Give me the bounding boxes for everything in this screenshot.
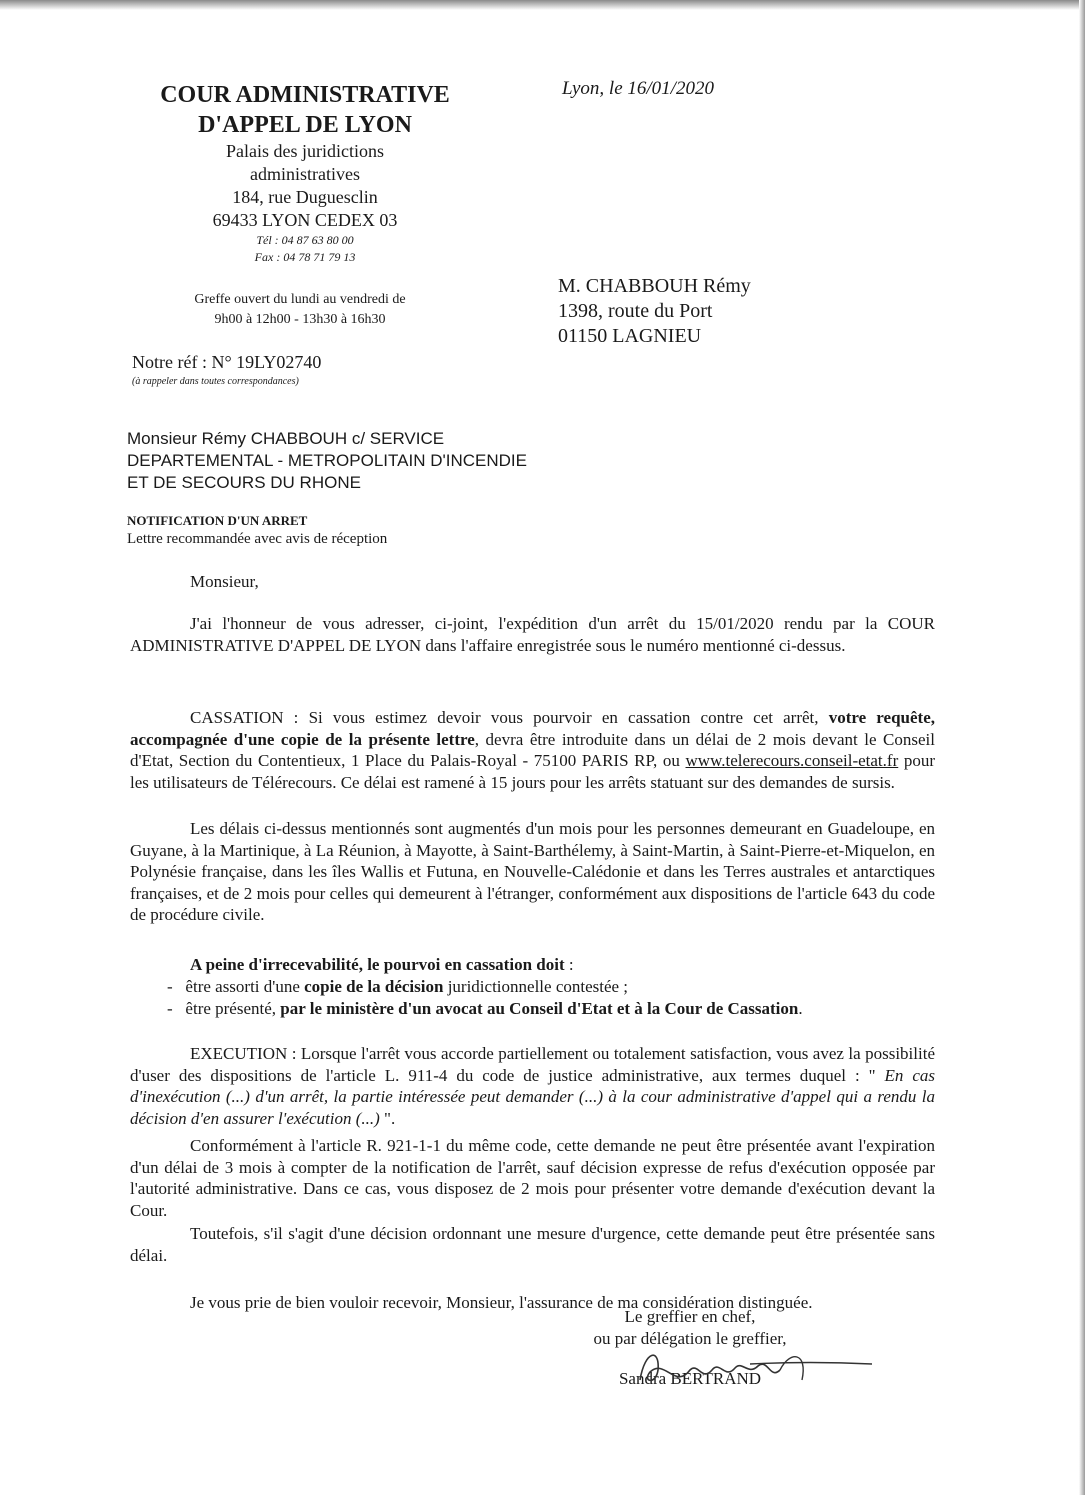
paragraph-text: Conformément à l'article R. 921-1-1 du même code, cette demande ne peut être présentée avant l'expiration d'un délai de 3 mois à compter de la notification de l'arrêt, sauf décision expresse de refus d'exécution opposée par l'autorité administrative. Dans ce cas, vous disposez de 2 mois pour présenter votre demande d'exécution devant la Cour. xyxy=(130,1136,935,1220)
paragraph-cassation xyxy=(130,707,935,793)
list-item-text: être présenté, xyxy=(185,999,281,1018)
reference-note: (à rappeler dans toutes correspondances) xyxy=(132,376,299,387)
emphasis-text: votre requête, accompagnée d'une copie de la présente lettre xyxy=(130,708,935,749)
recipient-address xyxy=(558,274,751,349)
case-parties-line: Monsieur Rémy CHABBOUH c/ SERVICE xyxy=(127,429,445,448)
handwritten-signature xyxy=(630,1340,880,1400)
signature-delegation: ou par délégation le greffier, xyxy=(593,1329,787,1348)
paragraph-text: CASSATION : Si vous estimez devoir vous pourvoir en cassation contre cet arrêt, xyxy=(190,708,829,727)
scan-border-top xyxy=(0,0,1085,10)
paragraph-execution xyxy=(130,1043,935,1129)
recipient-name: M. CHABBOUH Rémy xyxy=(558,275,751,297)
recipient-street: 1398, route du Port xyxy=(558,300,713,322)
paragraph-urgency xyxy=(130,1223,935,1266)
article-quote: En cas d'inexécution (...) d'un arrêt, la partie intéressée peut demander (...) à la cour administrative d'appel qui a rendu la décision d'en assurer l'exécution (...) xyxy=(130,1065,935,1128)
list-item-emphasis: copie de la décision xyxy=(304,977,444,996)
paragraph-notification xyxy=(130,613,935,656)
warning-title-end: : xyxy=(564,955,574,974)
requirements-list xyxy=(167,976,803,1020)
court-address-line: 69433 LYON CEDEX 03 xyxy=(212,210,398,230)
paragraph-text: Les délais ci-dessus mentionnés sont augmentés d'un mois pour les personnes demeurant en Guadeloupe, en Guyane, à la Martinique, à La Réunion, à Mayotte, à Saint-Barthélemy, à Saint-Martin, à Saint-Pierre-et-Miquelon, en Polynésie française, dans les îles Wallis et Futuna, en Nouvelle-Calédonie et dans les Terres australes et antarctiques françaises, et de 2 mois pour celles qui demeurent à l'étranger, conformément aux dispositions de l'article 643 du code de procédure civile. xyxy=(130,819,935,924)
signatory-name: Sandra BERTRAND xyxy=(618,1369,762,1388)
paragraph-text: EXECUTION : Lorsque l'arrêt vous accorde partiellement ou totalement satisfaction, vous avez la possibilité d'user des dispositions de l'article L. 911-4 du code de justice administrative, aux termes duquel : " xyxy=(130,1044,935,1085)
paragraph-text: Toutefois, s'il s'agit d'une décision ordonnant une mesure d'urgence, cette demande peut être présentée sans délai. xyxy=(130,1224,935,1265)
case-parties-line: DEPARTEMENTAL - METROPOLITAIN D'INCENDIE xyxy=(127,451,527,470)
paragraph-article xyxy=(130,1135,935,1221)
notification-title: NOTIFICATION D'UN ARRET xyxy=(127,513,308,528)
court-name-line2: D'APPEL DE LYON xyxy=(198,112,412,138)
list-item-text: juridictionnelle contestée ; xyxy=(443,977,629,996)
paragraph-text: J'ai l'honneur de vous adresser, ci-joint, l'expédition d'un arrêt du 15/01/2020 rendu par la COUR ADMINISTRATIVE D'APPEL DE LYON dans l'affaire enregistrée sous le numéro mentionné ci-dessus. xyxy=(130,614,935,655)
case-parties-line: ET DE SECOURS DU RHONE xyxy=(127,473,361,492)
court-phone: Tél : 04 87 63 80 00 xyxy=(256,233,354,247)
court-name-line1: COUR ADMINISTRATIVE xyxy=(160,82,450,108)
list-item: - être présenté, par le ministère d'un avocat au Conseil d'Etat et à la Cour de Cassation. xyxy=(167,999,803,1018)
list-item: - être assorti d'une copie de la décision juridictionnelle contestée ; xyxy=(167,977,629,996)
notification-subtitle: Lettre recommandée avec avis de réception xyxy=(127,531,388,547)
office-hours-line: Greffe ouvert du lundi au vendredi de xyxy=(194,292,406,307)
signature-title: Le greffier en chef, xyxy=(624,1307,756,1326)
letter-date: Lyon, le 16/01/2020 xyxy=(562,78,714,99)
paragraph-text: ". xyxy=(379,1108,396,1128)
telerecours-link[interactable]: www.telerecours.conseil-etat.fr xyxy=(685,751,899,770)
reference-number: Notre réf : N° 19LY02740 xyxy=(132,352,322,372)
warning-heading xyxy=(130,954,935,976)
salutation: Monsieur, xyxy=(190,572,259,591)
paragraph-text: , devra être introduite dans un délai de 2 mois devant le Conseil d'Etat, Section du Contentieux, 1 Place du Palais-Royal - 75100 PARIS RP, ou xyxy=(130,729,935,770)
court-letterhead xyxy=(120,80,490,266)
court-address-line: 184, rue Duguesclin xyxy=(232,187,378,207)
court-fax: Fax : 04 78 71 79 13 xyxy=(254,250,356,264)
office-hours xyxy=(150,290,450,330)
court-address-line: Palais des juridictions xyxy=(226,141,384,161)
case-parties xyxy=(127,428,527,494)
office-hours-line: 9h00 à 12h00 - 13h30 à 16h30 xyxy=(214,312,386,327)
court-address-line: administratives xyxy=(250,164,360,184)
recipient-city: 01150 LAGNIEU xyxy=(558,325,702,347)
list-item-text: être assorti d'une xyxy=(185,977,305,996)
paragraph-text: pour les utilisateurs de Télérecours. Ce délai est ramené à 15 jours pour les arrêts statuant sur des demandes de sursis. xyxy=(130,751,935,792)
list-item-text: . xyxy=(798,999,803,1018)
list-item-emphasis: par le ministère d'un avocat au Conseil d'Etat et à la Cour de Cassation xyxy=(280,999,799,1018)
scan-border-right xyxy=(1079,0,1085,1495)
paragraph-text: Je vous prie de bien vouloir recevoir, Monsieur, l'assurance de ma considération distinguée. xyxy=(190,1293,813,1312)
paragraph-delays xyxy=(130,818,935,926)
warning-title: A peine d'irrecevabilité, le pourvoi en cassation doit xyxy=(190,955,565,974)
